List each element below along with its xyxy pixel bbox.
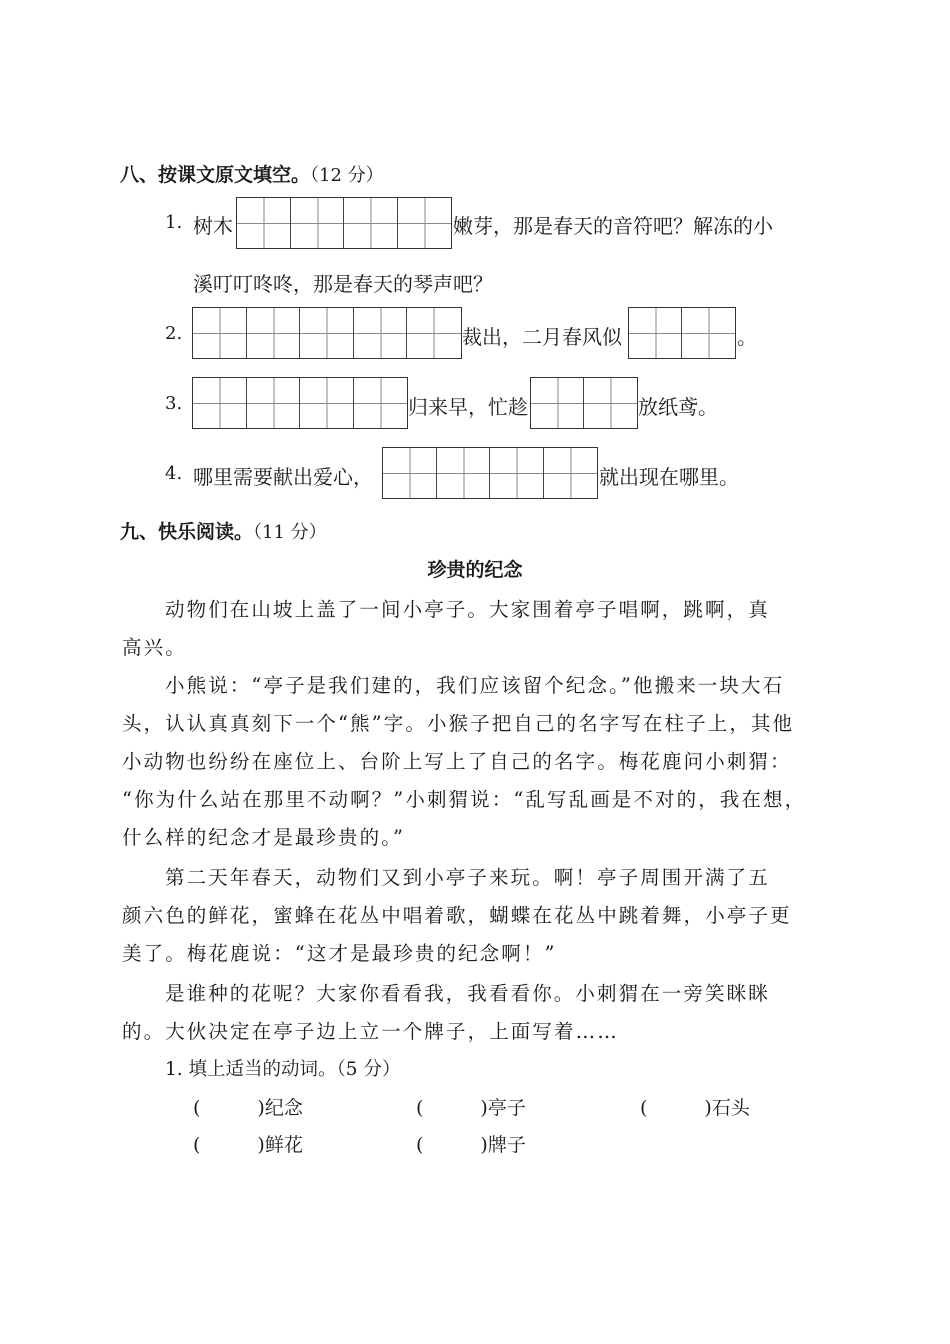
section-9-title: 九、快乐阅读。	[120, 521, 254, 543]
q1-answer-grid[interactable]	[236, 197, 452, 249]
grid-cell[interactable]	[398, 198, 452, 248]
q3-text-end: 放纸鸢。	[638, 395, 718, 419]
q3-answer-grid-1[interactable]	[192, 377, 408, 429]
grid-cell[interactable]	[247, 308, 301, 358]
grid-cell[interactable]	[300, 308, 354, 358]
grid-cell[interactable]	[531, 378, 584, 428]
passage-line: 头，认认真真刻下一个“熊”字。小猴子把自己的名字写在柱子上，其他	[122, 712, 795, 735]
grid-cell[interactable]	[354, 308, 408, 358]
section-8-heading	[120, 160, 384, 187]
blank-shitou[interactable]: ( )石头	[640, 1097, 750, 1119]
grid-cell[interactable]	[682, 308, 735, 358]
grid-cell[interactable]	[437, 448, 491, 498]
passage-line: 小动物也纷纷在座位上、台阶上写上了自己的名字。梅花鹿问小刺猬：	[122, 750, 792, 773]
q1-text-after: 嫩芽，那是春天的音符吧？解冻的小	[453, 214, 773, 238]
subquestion-1-points: （5 分）	[336, 1059, 401, 1080]
grid-cell[interactable]	[629, 308, 682, 358]
passage-title: 珍贵的纪念	[427, 559, 523, 581]
passage-line: 是谁种的花呢？大家你看看我，我看看你。小刺猬在一旁笑眯眯	[165, 982, 770, 1005]
grid-cell[interactable]	[383, 448, 437, 498]
passage-line: 什么样的纪念才是最珍贵的。”	[122, 826, 406, 849]
grid-cell[interactable]	[544, 448, 598, 498]
grid-cell[interactable]	[237, 198, 291, 248]
grid-cell[interactable]	[193, 378, 247, 428]
grid-cell[interactable]	[584, 378, 637, 428]
grid-cell[interactable]	[407, 308, 461, 358]
q1-text-line2: 溪叮叮咚咚，那是春天的琴声吧？	[193, 272, 493, 296]
blank-paizi[interactable]: ( )牌子	[416, 1134, 526, 1156]
q2-answer-grid-1[interactable]	[192, 307, 462, 359]
grid-cell[interactable]	[291, 198, 345, 248]
section-9-heading	[120, 517, 327, 544]
passage-line: “你为什么站在那里不动啊？”小刺猬说：“乱写乱画是不对的，我在想，	[122, 788, 807, 811]
passage-line: 高兴。	[122, 636, 187, 659]
blank-tingzi[interactable]: ( )亭子	[416, 1097, 526, 1119]
blank-xianhua[interactable]: ( )鲜花	[193, 1134, 303, 1156]
passage-line: 的。大伙决定在亭子边上立一个牌子，上面写着……	[122, 1020, 619, 1043]
q1-number: 1.	[165, 212, 183, 233]
grid-cell[interactable]	[490, 448, 544, 498]
grid-cell[interactable]	[344, 198, 398, 248]
q4-text-after: 就出现在哪里。	[599, 465, 739, 489]
q1-text-before: 树木	[193, 214, 233, 238]
q2-text-mid: 裁出，二月春风似	[462, 325, 622, 349]
subquestion-1	[165, 1055, 400, 1081]
q3-number: 3.	[165, 393, 183, 414]
passage-line: 美了。梅花鹿说：“这才是最珍贵的纪念啊！”	[122, 942, 557, 965]
passage-line: 动物们在山坡上盖了一间小亭子。大家围着亭子唱啊，跳啊，真	[165, 598, 770, 621]
q3-answer-grid-2[interactable]	[530, 377, 638, 429]
q3-text-mid: 归来早，忙趁	[408, 395, 528, 419]
q4-answer-grid[interactable]	[382, 447, 598, 499]
q2-number: 2.	[165, 323, 183, 344]
grid-cell[interactable]	[247, 378, 301, 428]
passage-line: 颜六色的鲜花，蜜蜂在花丛中唱着歌，蝴蝶在花丛中跳着舞，小亭子更	[122, 904, 792, 927]
grid-cell[interactable]	[193, 308, 247, 358]
passage-line: 第二天年春天，动物们又到小亭子来玩。啊！亭子周围开满了五	[165, 866, 770, 889]
grid-cell[interactable]	[300, 378, 354, 428]
q2-answer-grid-2[interactable]	[628, 307, 736, 359]
section-8-points: （12 分）	[310, 165, 384, 186]
q2-text-end: 。	[737, 325, 757, 349]
q4-text-before: 哪里需要献出爱心，	[193, 465, 373, 489]
blank-jinian[interactable]: ( )纪念	[193, 1097, 303, 1119]
section-8-title: 八、按课文原文填空。	[120, 164, 311, 186]
grid-cell[interactable]	[354, 378, 408, 428]
q4-number: 4.	[165, 463, 183, 484]
section-9-points: （11 分）	[253, 522, 327, 543]
subquestion-1-label: 1. 填上适当的动词。	[165, 1059, 337, 1080]
passage-line: 小熊说：“亭子是我们建的，我们应该留个纪念。”他搬来一块大石	[165, 674, 785, 697]
